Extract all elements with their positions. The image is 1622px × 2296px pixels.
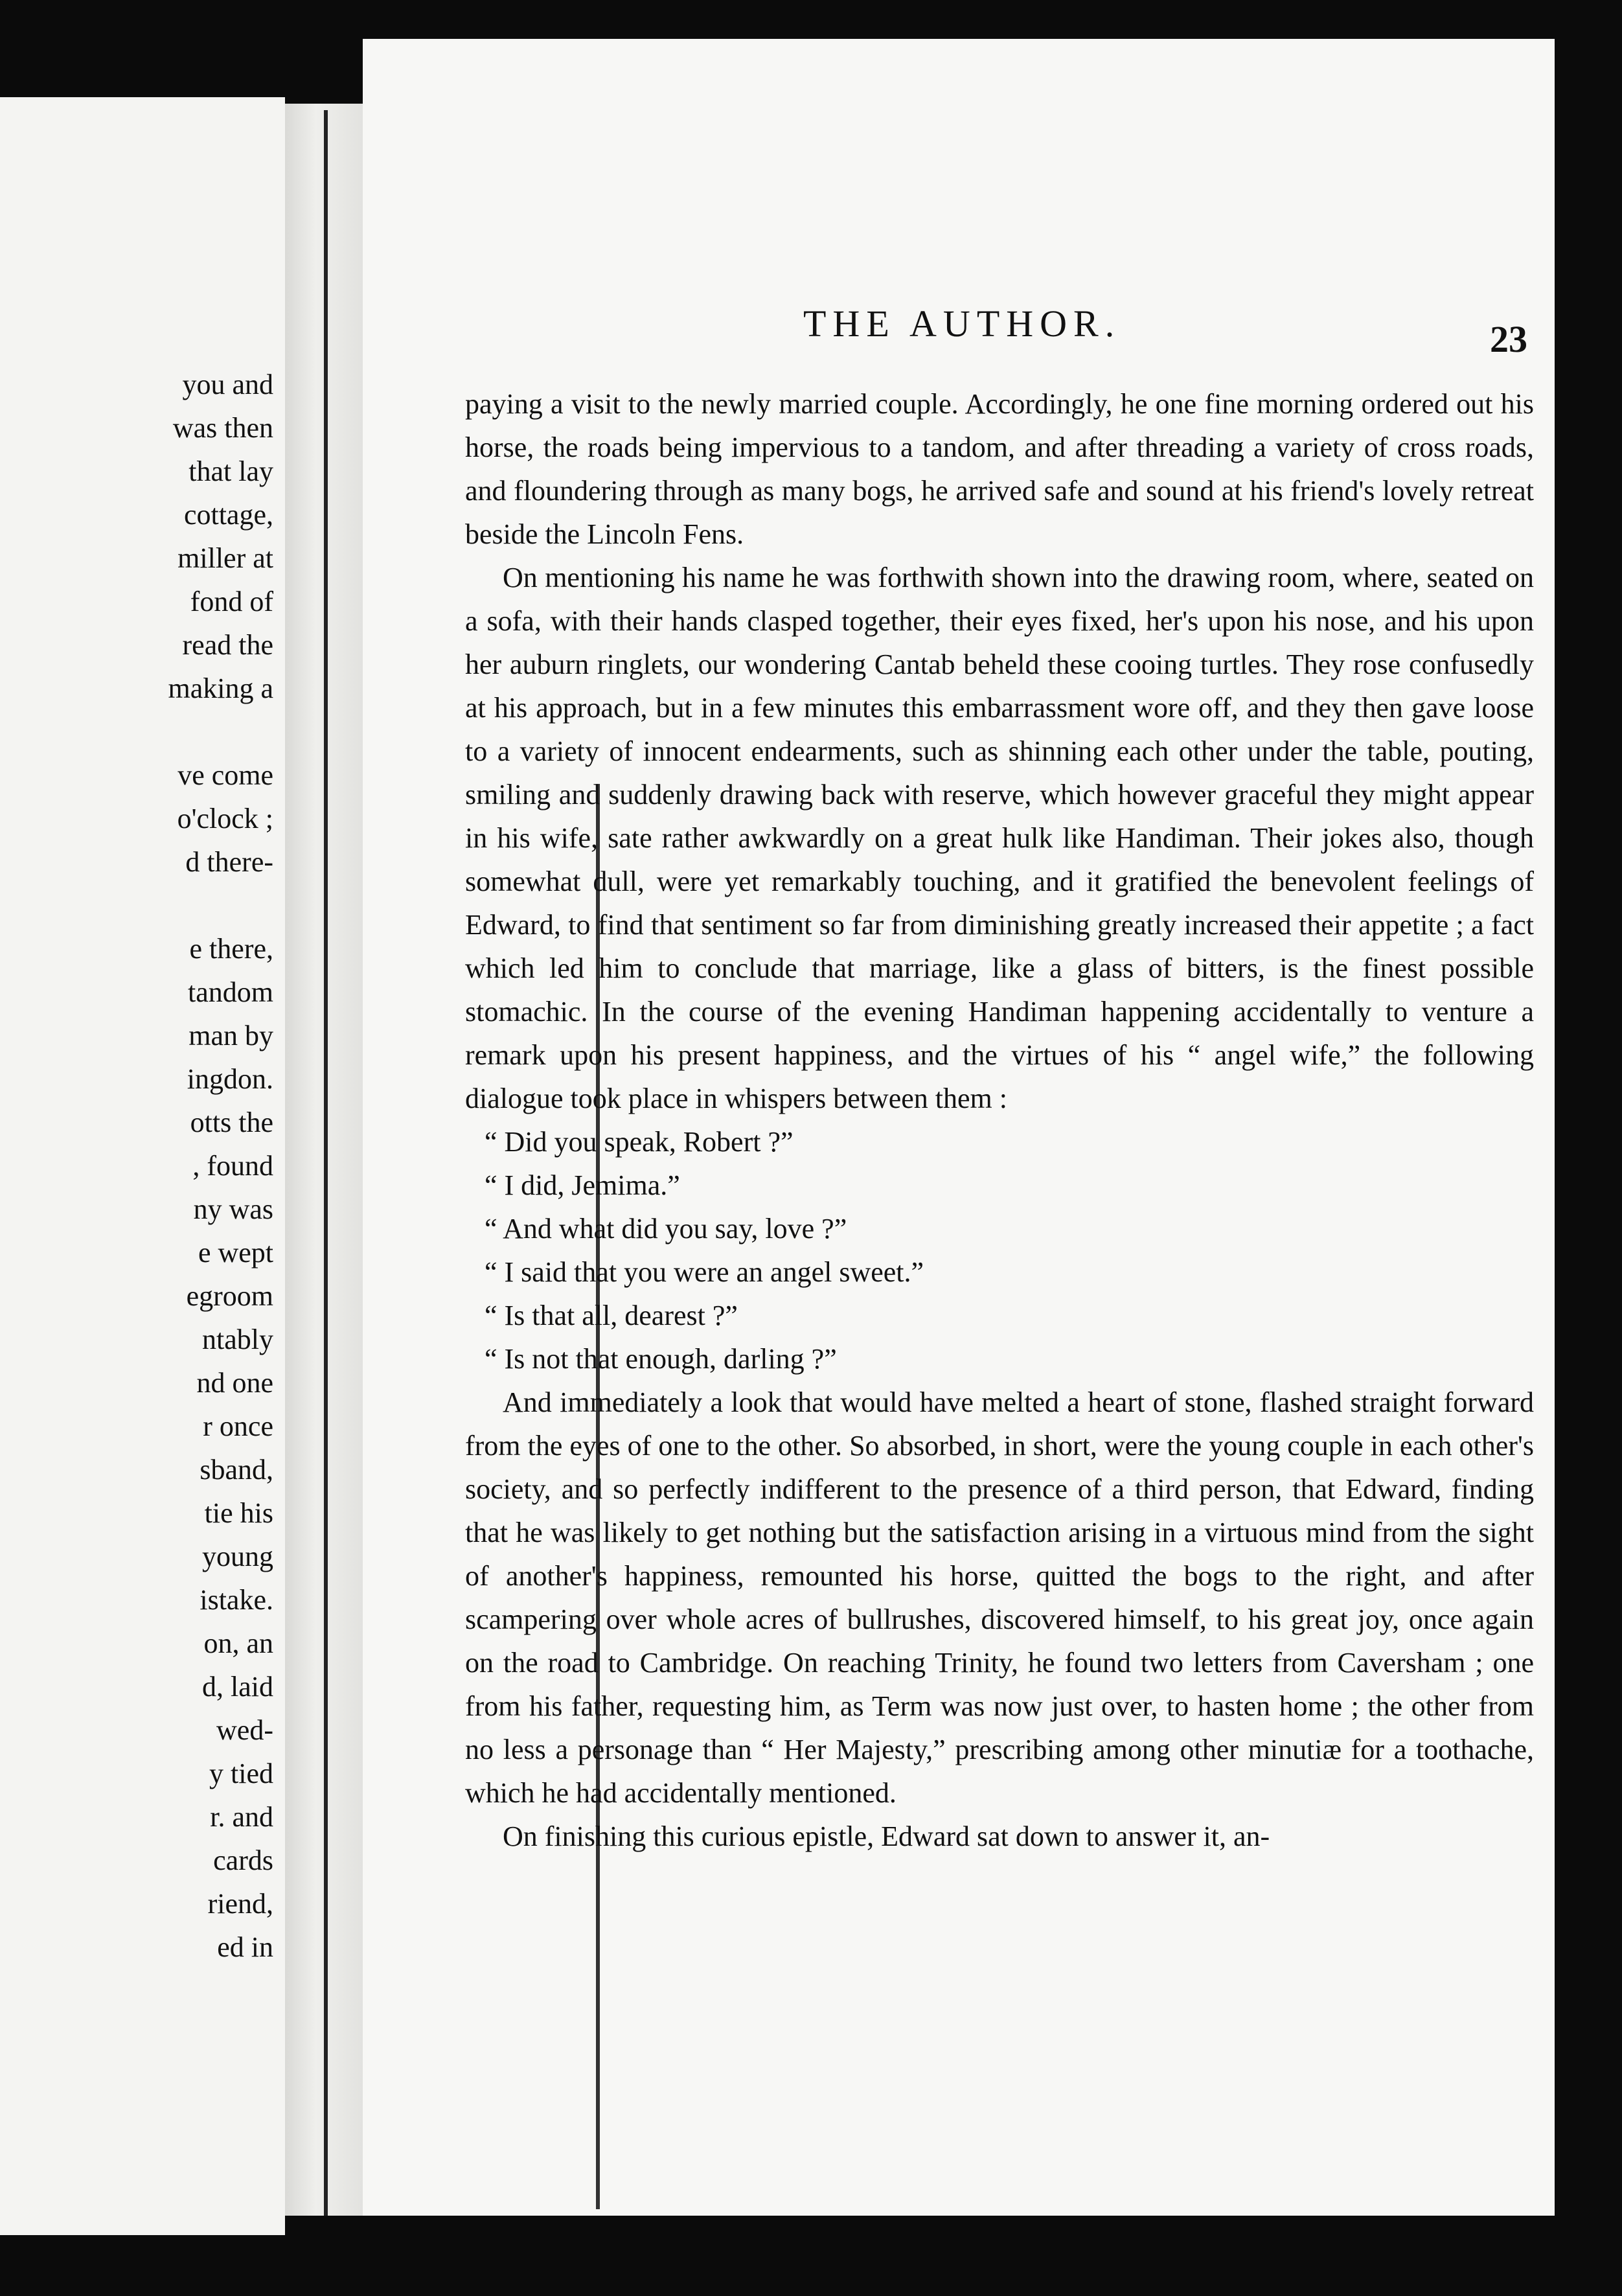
left-page-line: istake. [200,1584,273,1616]
left-page-line: ed in [217,1931,273,1963]
dialogue-line: “ Is that all, dearest ?” [485,1300,738,1331]
left-page-line: d there- [185,846,273,878]
left-page-line: ny was [193,1193,273,1225]
gutter-fold-line [324,110,328,2216]
left-page-line: e wept [198,1237,273,1269]
left-page-line: e there, [189,933,273,965]
left-page-line: sband, [200,1454,273,1486]
paragraph: And immediately a look that would have melted a heart of stone, flashed straight forward from the eyes of one to the other. So absorbed, in short, were the young couple in each other's society, and so perfectly indifferent to the presence of a third person, that Edward, finding that he was likely to get nothing but the satisfaction arising in a virtuous mind from the sight of another's happiness, remounted his horse, quitted the bogs to the right, and after scampering over whole acres of bullrushes, discovered himself, to his great joy, once again on the road to Cambridge. On reaching Trinity, he found two letters from Caversham ; one from his father, requesting him, as Term was now just over, to hasten home ; the other from no less a personage than “ Her Majesty,” prescribing among other minutiæ for a toothache, which he had accidentally mentioned. [465,1386,1534,1809]
left-page-line: making a [168,672,273,704]
left-page-line: you and [182,369,273,400]
paragraph: On finishing this curious epistle, Edward sat down to answer it, an- [503,1820,1270,1852]
left-page-line: r once [203,1410,273,1442]
left-page-line: that lay [188,455,273,487]
left-page-line: ve come [177,759,273,791]
dialogue-line: “ And what did you say, love ?” [485,1213,847,1245]
left-page-line: r. and [210,1801,273,1833]
dialogue-line: “ Did you speak, Robert ?” [485,1126,794,1158]
left-page-line: tie his [204,1497,273,1529]
left-page-line: cottage, [183,499,273,531]
left-page-line: man by [188,1020,273,1051]
left-page-line: egroom [186,1280,273,1312]
left-page-line: , found [192,1150,273,1182]
page-number: 23 [1490,318,1527,360]
left-page-line: y tied [209,1758,273,1789]
left-page [0,97,285,2235]
left-page-line: otts the [190,1107,273,1138]
left-page-line: o'clock ; [177,803,273,834]
dialogue-line: “ Is not that enough, darling ?” [485,1343,837,1375]
left-page-line: was then [172,412,273,444]
left-page-line: fond of [190,586,273,617]
left-page-line: ntably [202,1324,273,1355]
left-page-line: miller at [177,542,273,574]
left-page-line: young [202,1541,273,1572]
left-page-line: nd one [196,1367,273,1399]
left-page-line: wed- [216,1714,273,1746]
left-page-line: on, an [203,1627,273,1659]
left-page-line: ingdon. [187,1063,273,1095]
left-page-text [0,97,285,2235]
left-page-line: riend, [207,1888,273,1920]
body-text [465,382,1534,1858]
left-page-line: d, laid [202,1671,273,1703]
paragraph: On mentioning his name he was forthwith shown into the drawing room, where, seated on a sofa, with their hands clasped together, their eyes fixed, her's upon his nose, and his upon her auburn ringlets, our wondering Cantab beheld these cooing turtles. They rose confusedly at his approach, but in a few minutes this embarrassment wore off, and they then gave loose to a variety of innocent endearments, such as shinning each other under the table, pouting, smiling and suddenly drawing back with reserve, which however graceful they might appear in his wife, sate rather awkwardly on a great hulk like Handiman. Their jokes also, though somewhat dull, were yet remarkably touching, and it gratified the benevolent feelings of Edward, to find that sentiment so far from diminishing greatly increased their appetite ; a fact which led him to conclude that marriage, like a glass of bitters, is the finest possible stomachic. In the course of the evening Handiman happening accidentally to venture a remark upon his present happiness, and the virtues of his “ angel wife,” the following dialogue took place in whispers between them : [465,562,1534,1114]
left-page-line: read the [182,629,273,661]
left-page-line: cards [213,1844,273,1876]
dialogue-line: “ I said that you were an angel sweet.” [485,1256,924,1288]
left-page-line: tandom [188,976,273,1008]
running-head: THE AUTHOR. [803,303,1121,345]
dialogue-line: “ I did, Jemima.” [485,1169,680,1201]
paragraph: paying a visit to the newly married couple. Accordingly, he one fine morning ordered out his horse, the roads being impervious to a tandom, and after threading a variety of cross roads, and floundering through as many bogs, he arrived safe and sound at his friend's lovely retreat beside the Lincoln Fens. [465,388,1534,550]
